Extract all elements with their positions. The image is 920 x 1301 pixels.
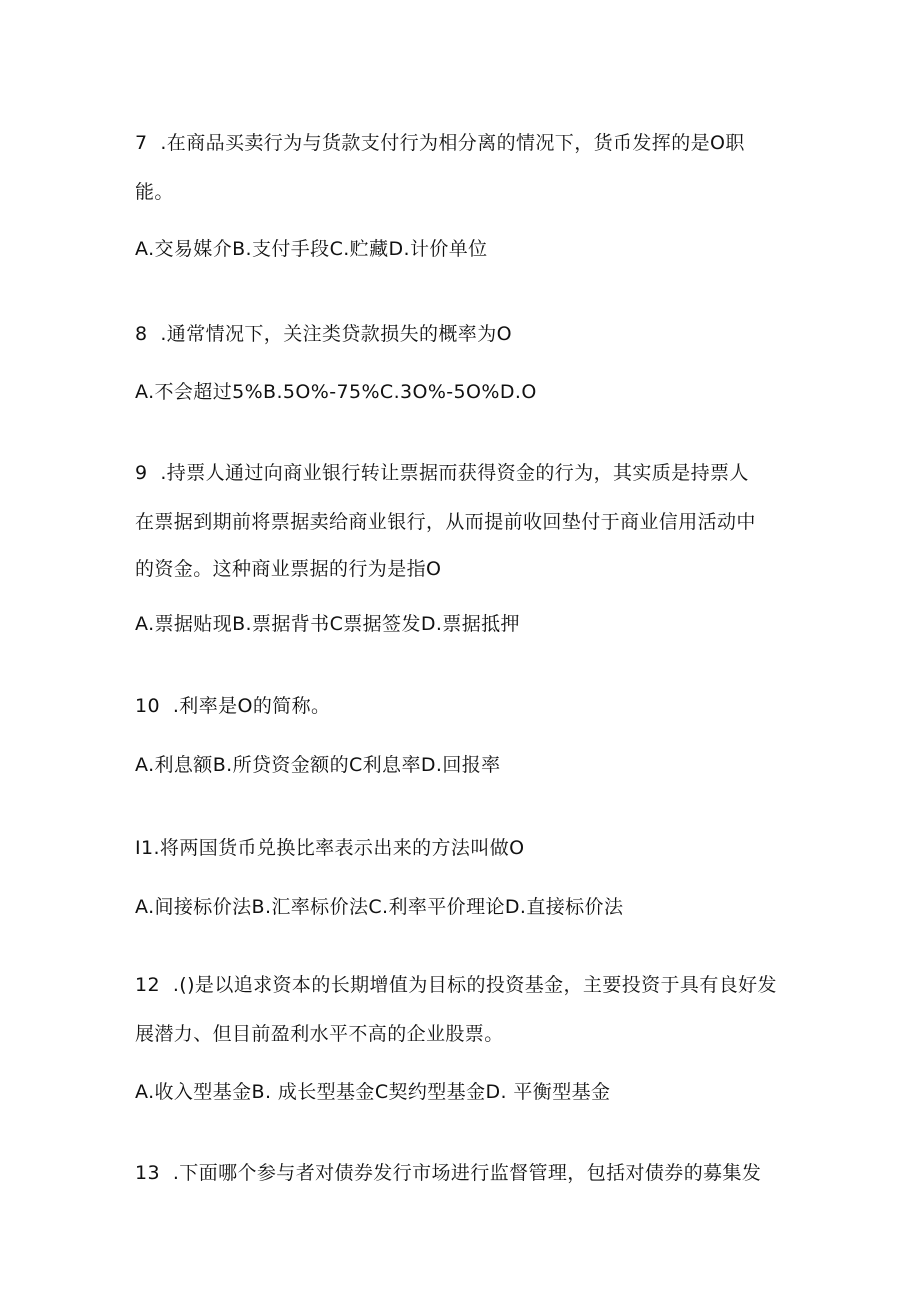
question-9-options: A.票据贴现B.票据背书C票据签发D.票据抵押 [135,613,520,635]
question-13-stem-line-1: 13 .下面哪个参与者对债券发行市场进行监督管理，包括对债券的募集发 [135,1162,762,1184]
question-10-stem-line-1: 10 .利率是O的简称。 [135,695,331,717]
question-12-stem-line-2: 展潜力、但目前盈利水平不高的企业股票。 [135,1023,504,1045]
question-12-options: A.收入型基金B. 成长型基金C契约型基金D. 平衡型基金 [135,1081,611,1103]
question-9-stem-line-3: 的资金。这种商业票据的行为是指O [135,558,442,580]
question-11-stem-line-1: I1.将两国货币兑换比率表示出来的方法叫做O [135,837,525,859]
question-7-stem-line-1: 7 .在商品买卖行为与货款支付行为相分离的情况下，货币发挥的是O职 [135,132,745,154]
question-9-stem-line-2: 在票据到期前将票据卖给商业银行，从而提前收回垫付于商业信用活动中 [135,511,756,533]
question-9-stem-line-1: 9 .持票人通过向商业银行转让票据而获得资金的行为，其实质是持票人 [135,462,749,484]
question-11-options: A.间接标价法B.汇率标价法C.利率平价理论D.直接标价法 [135,896,624,918]
question-8-stem-line-1: 8 .通常情况下，关注类贷款损失的概率为O [135,323,512,345]
question-12-stem-line-1: 12 .()是以追求资本的长期增值为目标的投资基金，主要投资于具有良好发 [135,974,777,996]
question-8-options: A.不会超过5%B.5O%-75%C.3O%-5O%D.O [135,381,537,403]
question-7-stem-line-2: 能。 [135,181,174,203]
question-10-options: A.利息额B.所贷资金额的C利息率D.回报率 [135,754,501,776]
question-7-options: A.交易媒介B.支付手段C.贮藏D.计价单位 [135,238,488,260]
